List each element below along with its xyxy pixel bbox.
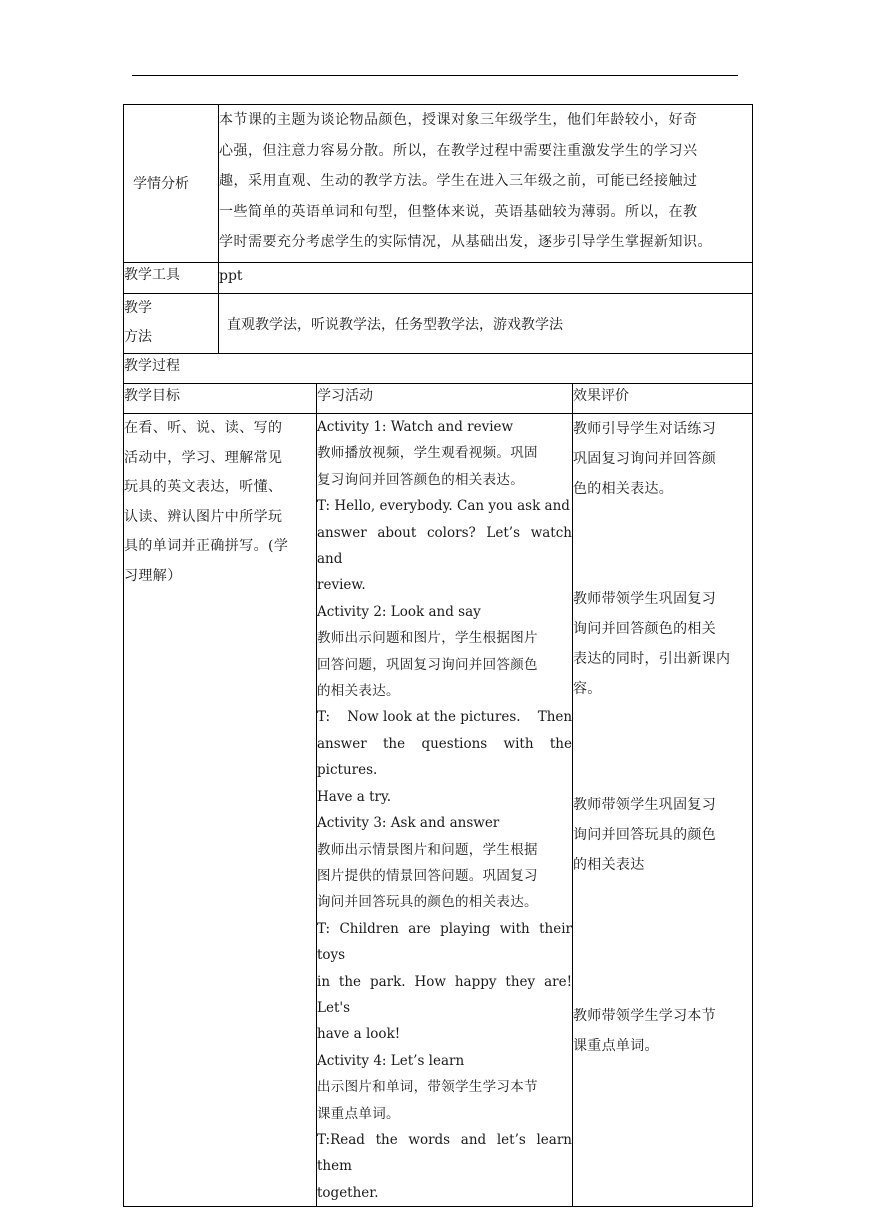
activity-dialogue: T: Now look at the pictures. Then — [317, 709, 573, 726]
goal-cell — [124, 414, 317, 1207]
activity-dialogue: T: Children are playing with their toys — [317, 920, 572, 964]
process-label: 教学过程 — [124, 354, 753, 384]
goal-header: 教学目标 — [124, 384, 317, 414]
activity-description: 回答问题，巩固复习询问并回答颜色 — [317, 656, 538, 673]
activity-description: 教师播放视频，学生观看视频。巩固 — [317, 445, 538, 462]
activity-description: 出示图片和单词，带领学生学习本节 — [317, 1079, 538, 1096]
analysis-label: 学情分析 — [124, 105, 219, 263]
analysis-line: 学时需要充分考虑学生的实际情况，从基础出发，逐步引导学生掌握新知识。 — [219, 234, 712, 251]
header-rule — [132, 75, 738, 76]
goal-line: 在看、听、说、读、写的 — [124, 420, 283, 436]
activity-4 — [317, 1048, 572, 1206]
methods-value: 直观教学法，听说教学法，任务型教学法，游戏教学法 — [219, 294, 753, 354]
goal-line: 习理解） — [124, 567, 182, 584]
goal-line: 玩具的英文表达，听懂、 — [124, 479, 283, 495]
activity-description: 课重点单词。 — [317, 1105, 400, 1122]
analysis-line: 趣，采用直观、生动的教学方法。学生在进入三年级之前，可能已经接触过 — [219, 173, 698, 190]
evaluation-line: 巩固复习询问并回答颜 — [573, 451, 716, 467]
methods-label-line1: 教学 — [124, 300, 152, 316]
activity-3 — [317, 810, 572, 1048]
activity-title: Activity 4: Let’s learn — [317, 1052, 465, 1069]
process-content-row — [124, 414, 753, 1207]
goal-line: 认读、辨认图片中所学玩 — [124, 508, 283, 525]
activity-description: 的相关表达。 — [317, 683, 400, 700]
evaluation-line: 容。 — [573, 681, 602, 697]
evaluation-line: 教师带领学生巩固复习 — [573, 591, 716, 607]
activity-description: 图片提供的情景回答问题。巩固复习 — [317, 867, 538, 884]
activity-dialogue: T:Read the words and let’s learn them — [317, 1131, 572, 1175]
activity-description: 教师出示问题和图片，学生根据图片 — [317, 630, 538, 647]
analysis-line: 本节课的主题为谈论物品颜色，授课对象三年级学生，他们年龄较小，好奇 — [219, 112, 698, 128]
column-header-row — [124, 384, 753, 414]
evaluation-line: 教师带领学生学习本节 — [573, 1008, 716, 1024]
goal-line: 具的单词并正确拼写。(学 — [124, 538, 289, 554]
evaluation-3 — [573, 790, 752, 880]
activity-dialogue: in the park. How happy they are! Let's — [317, 973, 572, 1016]
activity-2 — [317, 599, 572, 810]
activity-dialogue: Have a try. — [317, 788, 392, 805]
methods-label — [124, 294, 219, 354]
analysis-line: 一些简单的英语单词和句型，但整体来说，英语基础较为薄弱。所以，在教 — [219, 203, 698, 220]
tools-value: ppt — [219, 263, 753, 294]
analysis-text — [219, 105, 753, 263]
evaluation-1 — [573, 414, 752, 504]
evaluation-line: 教师带领学生巩固复习 — [573, 797, 716, 813]
activity-header: 学习活动 — [317, 384, 573, 414]
goal-line: 活动中，学习、理解常见 — [124, 449, 283, 466]
activity-dialogue: review. — [317, 577, 366, 594]
methods-label-line2: 方法 — [124, 329, 152, 345]
evaluation-4 — [573, 1001, 752, 1061]
process-row — [124, 354, 753, 384]
analysis-row — [124, 105, 753, 263]
activity-dialogue: have a look! — [317, 1026, 401, 1043]
evaluation-2 — [573, 584, 752, 704]
activity-dialogue: answer about colors? Let’s watch and — [317, 524, 572, 568]
activity-cell — [317, 414, 573, 1207]
tools-row — [124, 263, 753, 294]
methods-row — [124, 294, 753, 354]
activity-title: Activity 2: Look and say — [317, 603, 481, 620]
activity-dialogue: together. — [317, 1184, 379, 1201]
activity-title: Activity 1: Watch and review — [317, 419, 514, 435]
evaluation-line: 教师引导学生对话练习 — [573, 421, 716, 437]
evaluation-line: 色的相关表达。 — [573, 481, 674, 497]
evaluation-cell — [573, 414, 753, 1207]
evaluation-line: 表达的同时，引出新课内 — [573, 651, 731, 667]
tools-label: 教学工具 — [124, 263, 219, 294]
activity-description: 教师出示情景图片和问题，学生根据 — [317, 841, 538, 858]
evaluation-line: 课重点单词。 — [573, 1038, 659, 1054]
activity-dialogue: answer the questions with the pictures. — [317, 735, 572, 779]
activity-1 — [317, 414, 572, 599]
evaluation-line: 询问并回答玩具的颜色 — [573, 827, 716, 843]
evaluation-line: 询问并回答颜色的相关 — [573, 621, 716, 637]
analysis-line: 心强，但注意力容易分散。所以，在教学过程中需要注重激发学生的学习兴 — [219, 142, 698, 159]
activity-dialogue: T: Hello, everybody. Can you ask and — [317, 498, 570, 515]
evaluation-header: 效果评价 — [573, 384, 753, 414]
lesson-plan-table — [123, 104, 753, 1207]
activity-description: 复习询问并回答颜色的相关表达。 — [317, 471, 524, 488]
evaluation-line: 的相关表达 — [573, 857, 645, 873]
activity-description: 询问并回答玩具的颜色的相关表达。 — [317, 894, 538, 911]
activity-title: Activity 3: Ask and answer — [317, 815, 500, 832]
